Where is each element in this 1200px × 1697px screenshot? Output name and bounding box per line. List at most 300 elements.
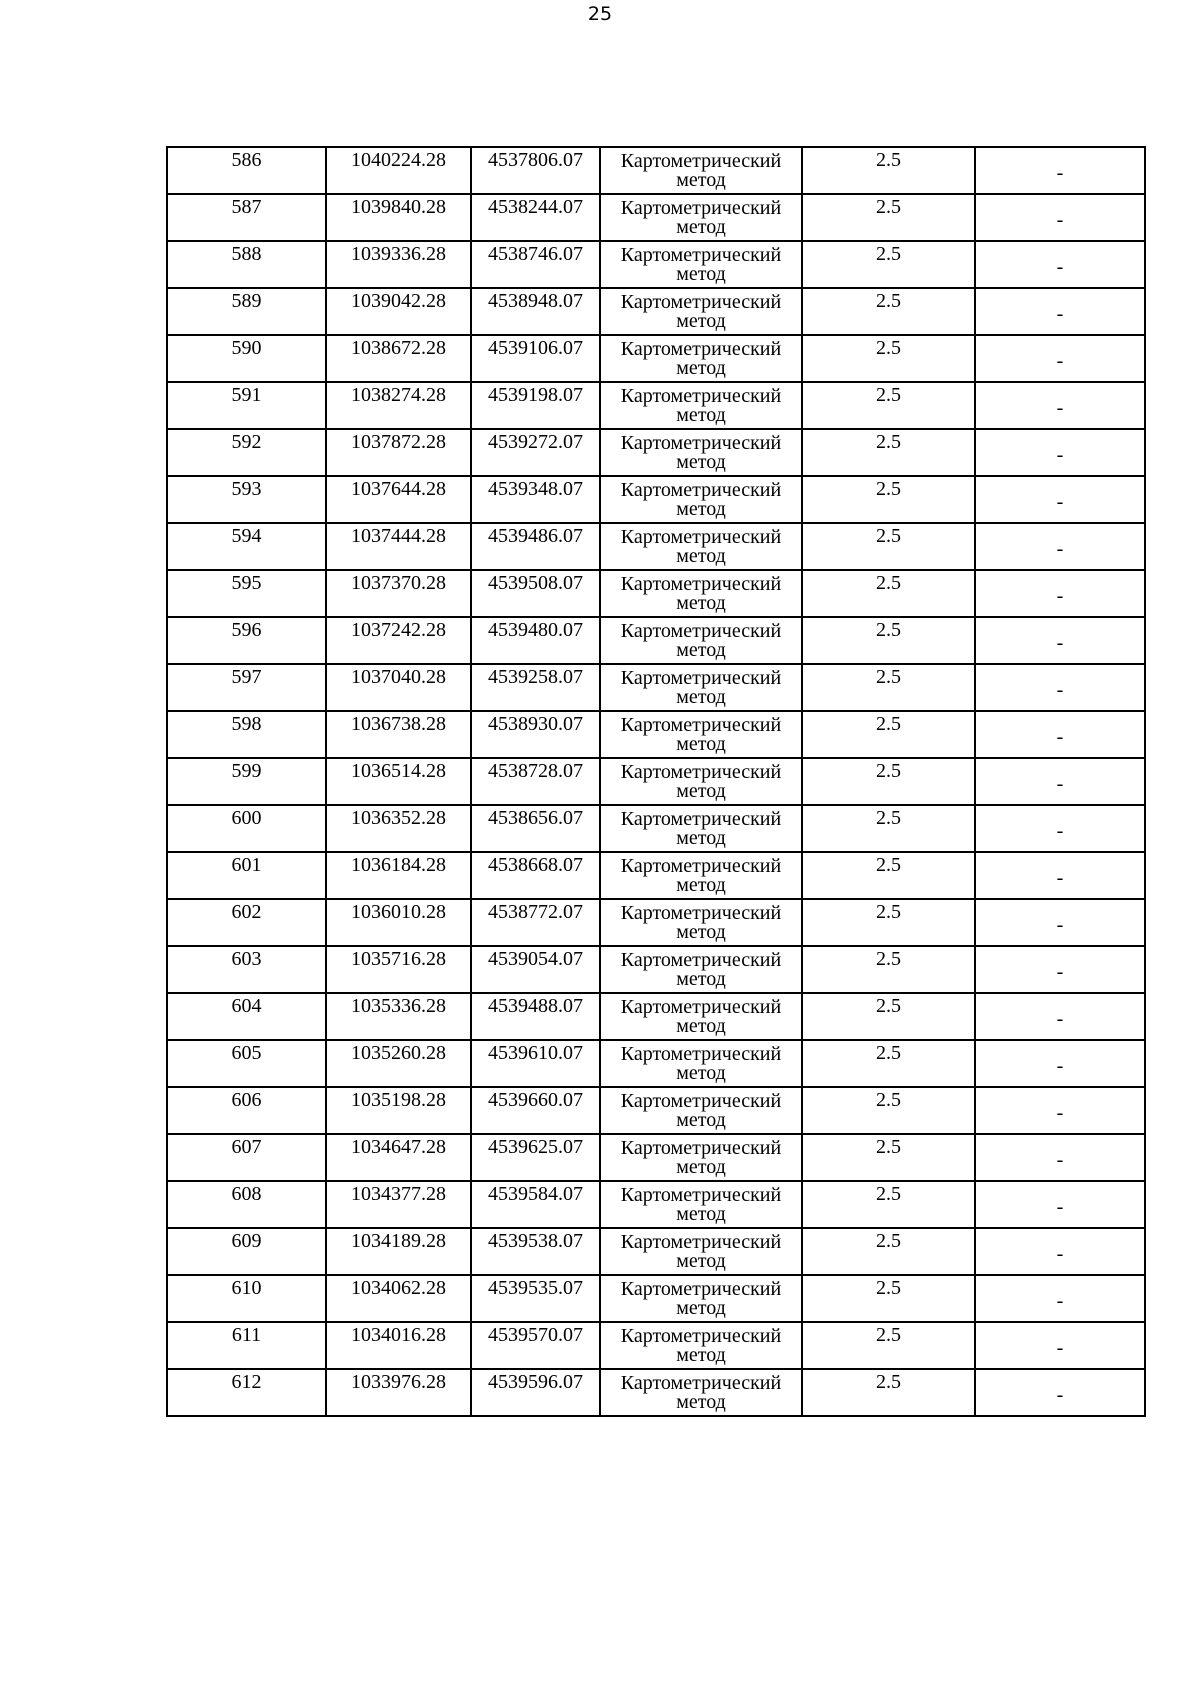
note-value: - (1056, 1242, 1064, 1265)
note-cell (975, 758, 1145, 805)
method-cell (600, 946, 802, 993)
point-number: 600 (231, 807, 262, 829)
point-number-cell (167, 1322, 326, 1369)
method-cell (600, 1275, 802, 1322)
y-coordinate: 4538656.07 (488, 807, 583, 829)
y-coordinate-cell (471, 1322, 600, 1369)
method-label-continued: метод (676, 968, 726, 990)
note-cell (975, 664, 1145, 711)
y-coordinate-cell (471, 899, 600, 946)
note-cell (975, 476, 1145, 523)
note-cell (975, 241, 1145, 288)
y-coordinate: 4539570.07 (488, 1324, 583, 1346)
point-number: 605 (231, 1042, 262, 1064)
y-coordinate: 4539538.07 (488, 1230, 583, 1252)
x-coordinate-cell (326, 382, 471, 429)
method-cell (600, 1134, 802, 1181)
accuracy-value-cell (802, 429, 975, 476)
note-value: - (1056, 302, 1064, 325)
method-label-continued: метод (676, 498, 726, 520)
accuracy-value: 2.5 (876, 1277, 901, 1299)
x-coordinate: 1037444.28 (351, 525, 446, 547)
y-coordinate: 4539508.07 (488, 572, 583, 594)
x-coordinate-cell (326, 1134, 471, 1181)
point-number: 595 (231, 572, 262, 594)
accuracy-value: 2.5 (876, 901, 901, 923)
note-cell (975, 852, 1145, 899)
note-value: - (1056, 1289, 1064, 1312)
table-row (167, 664, 1145, 711)
point-number-cell (167, 194, 326, 241)
x-coordinate-cell (326, 147, 471, 194)
accuracy-value-cell (802, 1040, 975, 1087)
accuracy-value-cell (802, 570, 975, 617)
table-row (167, 1228, 1145, 1275)
accuracy-value-cell (802, 805, 975, 852)
method-label-continued: метод (676, 357, 726, 379)
table-row (167, 1134, 1145, 1181)
table-row (167, 335, 1145, 382)
y-coordinate: 4539488.07 (488, 995, 583, 1017)
accuracy-value-cell (802, 194, 975, 241)
y-coordinate-cell (471, 1228, 600, 1275)
note-cell (975, 1181, 1145, 1228)
point-number-cell (167, 993, 326, 1040)
accuracy-value-cell (802, 241, 975, 288)
method-label-continued: метод (676, 404, 726, 426)
method-cell (600, 993, 802, 1040)
note-value: - (1056, 1195, 1064, 1218)
table-row (167, 194, 1145, 241)
note-cell (975, 570, 1145, 617)
x-coordinate: 1037242.28 (351, 619, 446, 641)
y-coordinate: 4538728.07 (488, 760, 583, 782)
y-coordinate: 4539258.07 (488, 666, 583, 688)
point-number-cell (167, 241, 326, 288)
method-label-continued: метод (676, 780, 726, 802)
method-label: Картометрический (620, 1278, 782, 1300)
accuracy-value: 2.5 (876, 290, 901, 312)
point-number-cell (167, 617, 326, 664)
method-cell (600, 570, 802, 617)
method-label-continued: метод (676, 921, 726, 943)
y-coordinate: 4539625.07 (488, 1136, 583, 1158)
x-coordinate: 1035716.28 (351, 948, 446, 970)
point-number: 602 (231, 901, 262, 923)
note-value: - (1056, 396, 1064, 419)
method-cell (600, 711, 802, 758)
table-row (167, 946, 1145, 993)
table-row (167, 429, 1145, 476)
method-label: Картометрический (620, 197, 782, 219)
method-cell (600, 476, 802, 523)
method-label: Картометрический (620, 667, 782, 689)
method-label: Картометрический (620, 1137, 782, 1159)
method-label: Картометрический (620, 996, 782, 1018)
method-cell (600, 805, 802, 852)
point-number-cell (167, 476, 326, 523)
method-label-continued: метод (676, 451, 726, 473)
method-label: Картометрический (620, 761, 782, 783)
accuracy-value: 2.5 (876, 666, 901, 688)
x-coordinate-cell (326, 194, 471, 241)
y-coordinate-cell (471, 993, 600, 1040)
method-label: Картометрический (620, 291, 782, 313)
point-number: 589 (231, 290, 262, 312)
y-coordinate-cell (471, 147, 600, 194)
x-coordinate: 1034377.28 (351, 1183, 446, 1205)
method-label-continued: метод (676, 263, 726, 285)
note-value: - (1056, 678, 1064, 701)
point-number: 586 (231, 149, 262, 171)
accuracy-value-cell (802, 1228, 975, 1275)
note-value: - (1056, 349, 1064, 372)
y-coordinate-cell (471, 1369, 600, 1416)
method-cell (600, 147, 802, 194)
point-number: 608 (231, 1183, 262, 1205)
method-label-continued: метод (676, 1391, 726, 1413)
accuracy-value: 2.5 (876, 760, 901, 782)
y-coordinate-cell (471, 758, 600, 805)
table-row (167, 805, 1145, 852)
note-value: - (1056, 631, 1064, 654)
accuracy-value-cell (802, 523, 975, 570)
table-row (167, 476, 1145, 523)
method-label: Картометрический (620, 949, 782, 971)
accuracy-value: 2.5 (876, 1371, 901, 1393)
coordinates-table-body (167, 147, 1145, 1416)
table-row (167, 617, 1145, 664)
point-number: 603 (231, 948, 262, 970)
method-label-continued: метод (676, 1156, 726, 1178)
accuracy-value-cell (802, 852, 975, 899)
note-value: - (1056, 1007, 1064, 1030)
accuracy-value-cell (802, 758, 975, 805)
x-coordinate: 1039840.28 (351, 196, 446, 218)
x-coordinate: 1039042.28 (351, 290, 446, 312)
point-number-cell (167, 1369, 326, 1416)
note-value: - (1056, 960, 1064, 983)
method-label: Картометрический (620, 902, 782, 924)
method-label-continued: метод (676, 216, 726, 238)
note-value: - (1056, 913, 1064, 936)
x-coordinate: 1037872.28 (351, 431, 446, 453)
method-label-continued: метод (676, 827, 726, 849)
note-value: - (1056, 161, 1064, 184)
table-row (167, 1275, 1145, 1322)
method-label-continued: метод (676, 545, 726, 567)
method-cell (600, 429, 802, 476)
accuracy-value: 2.5 (876, 1230, 901, 1252)
accuracy-value: 2.5 (876, 854, 901, 876)
accuracy-value-cell (802, 335, 975, 382)
method-label: Картометрический (620, 573, 782, 595)
x-coordinate-cell (326, 1087, 471, 1134)
accuracy-value: 2.5 (876, 1136, 901, 1158)
method-cell (600, 758, 802, 805)
x-coordinate: 1036352.28 (351, 807, 446, 829)
point-number: 611 (231, 1324, 262, 1346)
note-cell (975, 523, 1145, 570)
point-number: 609 (231, 1230, 262, 1252)
x-coordinate-cell (326, 1275, 471, 1322)
method-cell (600, 1181, 802, 1228)
x-coordinate: 1038274.28 (351, 384, 446, 406)
accuracy-value-cell (802, 1275, 975, 1322)
x-coordinate-cell (326, 993, 471, 1040)
accuracy-value-cell (802, 1322, 975, 1369)
note-value: - (1056, 1148, 1064, 1171)
accuracy-value: 2.5 (876, 995, 901, 1017)
y-coordinate-cell (471, 1275, 600, 1322)
y-coordinate-cell (471, 570, 600, 617)
method-label: Картометрический (620, 338, 782, 360)
note-value: - (1056, 819, 1064, 842)
method-cell (600, 664, 802, 711)
point-number: 612 (231, 1371, 262, 1393)
x-coordinate: 1038672.28 (351, 337, 446, 359)
method-label: Картометрический (620, 620, 782, 642)
x-coordinate: 1039336.28 (351, 243, 446, 265)
note-cell (975, 1134, 1145, 1181)
x-coordinate-cell (326, 335, 471, 382)
y-coordinate: 4539486.07 (488, 525, 583, 547)
y-coordinate: 4538772.07 (488, 901, 583, 923)
note-cell (975, 617, 1145, 664)
method-label-continued: метод (676, 874, 726, 896)
accuracy-value-cell (802, 288, 975, 335)
y-coordinate-cell (471, 805, 600, 852)
x-coordinate-cell (326, 523, 471, 570)
accuracy-value: 2.5 (876, 196, 901, 218)
note-cell (975, 194, 1145, 241)
x-coordinate-cell (326, 852, 471, 899)
method-cell (600, 523, 802, 570)
point-number-cell (167, 1275, 326, 1322)
point-number-cell (167, 523, 326, 570)
y-coordinate-cell (471, 664, 600, 711)
method-cell (600, 335, 802, 382)
y-coordinate-cell (471, 1134, 600, 1181)
table-row (167, 1369, 1145, 1416)
table-row (167, 523, 1145, 570)
x-coordinate-cell (326, 805, 471, 852)
x-coordinate: 1037040.28 (351, 666, 446, 688)
point-number: 587 (231, 196, 262, 218)
accuracy-value-cell (802, 147, 975, 194)
point-number-cell (167, 664, 326, 711)
method-label-continued: метод (676, 686, 726, 708)
coordinates-table (166, 146, 1146, 1417)
method-cell (600, 899, 802, 946)
method-cell (600, 1040, 802, 1087)
y-coordinate: 4539348.07 (488, 478, 583, 500)
y-coordinate: 4539596.07 (488, 1371, 583, 1393)
point-number: 599 (231, 760, 262, 782)
point-number: 588 (231, 243, 262, 265)
method-cell (600, 1322, 802, 1369)
accuracy-value-cell (802, 711, 975, 758)
note-value: - (1056, 1336, 1064, 1359)
x-coordinate-cell (326, 946, 471, 993)
y-coordinate: 4538668.07 (488, 854, 583, 876)
accuracy-value: 2.5 (876, 431, 901, 453)
note-cell (975, 711, 1145, 758)
method-label: Картометрический (620, 432, 782, 454)
accuracy-value-cell (802, 1087, 975, 1134)
x-coordinate-cell (326, 241, 471, 288)
note-cell (975, 429, 1145, 476)
point-number-cell (167, 570, 326, 617)
point-number-cell (167, 1040, 326, 1087)
point-number-cell (167, 335, 326, 382)
y-coordinate-cell (471, 288, 600, 335)
method-cell (600, 288, 802, 335)
note-cell (975, 993, 1145, 1040)
method-label: Картометрический (620, 1231, 782, 1253)
note-value: - (1056, 866, 1064, 889)
note-cell (975, 335, 1145, 382)
method-label-continued: метод (676, 1109, 726, 1131)
accuracy-value-cell (802, 899, 975, 946)
table-row (167, 241, 1145, 288)
method-cell (600, 194, 802, 241)
method-cell (600, 241, 802, 288)
accuracy-value: 2.5 (876, 1042, 901, 1064)
x-coordinate: 1035336.28 (351, 995, 446, 1017)
x-coordinate: 1037644.28 (351, 478, 446, 500)
point-number: 610 (231, 1277, 262, 1299)
page-number: 25 (587, 3, 613, 25)
x-coordinate: 1036738.28 (351, 713, 446, 735)
accuracy-value-cell (802, 1181, 975, 1228)
point-number: 596 (231, 619, 262, 641)
method-label-continued: метод (676, 310, 726, 332)
note-cell (975, 1228, 1145, 1275)
x-coordinate-cell (326, 664, 471, 711)
method-label-continued: метод (676, 592, 726, 614)
note-cell (975, 1369, 1145, 1416)
x-coordinate-cell (326, 1040, 471, 1087)
method-label-continued: метод (676, 639, 726, 661)
x-coordinate: 1040224.28 (351, 149, 446, 171)
accuracy-value-cell (802, 664, 975, 711)
accuracy-value-cell (802, 382, 975, 429)
y-coordinate-cell (471, 476, 600, 523)
y-coordinate-cell (471, 1087, 600, 1134)
method-cell (600, 1369, 802, 1416)
y-coordinate: 4539198.07 (488, 384, 583, 406)
method-cell (600, 1087, 802, 1134)
note-value: - (1056, 208, 1064, 231)
y-coordinate-cell (471, 1181, 600, 1228)
y-coordinate-cell (471, 429, 600, 476)
y-coordinate-cell (471, 523, 600, 570)
y-coordinate-cell (471, 335, 600, 382)
point-number-cell (167, 429, 326, 476)
point-number: 594 (231, 525, 262, 547)
point-number: 606 (231, 1089, 262, 1111)
accuracy-value-cell (802, 993, 975, 1040)
method-label-continued: метод (676, 1203, 726, 1225)
accuracy-value: 2.5 (876, 337, 901, 359)
note-cell (975, 382, 1145, 429)
method-label: Картометрический (620, 1372, 782, 1394)
y-coordinate-cell (471, 1040, 600, 1087)
x-coordinate-cell (326, 1369, 471, 1416)
accuracy-value: 2.5 (876, 572, 901, 594)
method-cell (600, 1228, 802, 1275)
point-number-cell (167, 382, 326, 429)
y-coordinate: 4539584.07 (488, 1183, 583, 1205)
x-coordinate: 1036184.28 (351, 854, 446, 876)
note-value: - (1056, 1054, 1064, 1077)
note-cell (975, 899, 1145, 946)
x-coordinate-cell (326, 476, 471, 523)
method-cell (600, 617, 802, 664)
table-row (167, 1087, 1145, 1134)
accuracy-value: 2.5 (876, 619, 901, 641)
table-row (167, 711, 1145, 758)
method-label: Картометрический (620, 855, 782, 877)
y-coordinate: 4539660.07 (488, 1089, 583, 1111)
point-number: 604 (231, 995, 262, 1017)
accuracy-value-cell (802, 476, 975, 523)
table-row (167, 1181, 1145, 1228)
y-coordinate: 4539480.07 (488, 619, 583, 641)
x-coordinate: 1034647.28 (351, 1136, 446, 1158)
point-number-cell (167, 147, 326, 194)
x-coordinate-cell (326, 899, 471, 946)
method-cell (600, 852, 802, 899)
x-coordinate: 1035198.28 (351, 1089, 446, 1111)
y-coordinate-cell (471, 241, 600, 288)
accuracy-value-cell (802, 617, 975, 664)
accuracy-value: 2.5 (876, 478, 901, 500)
y-coordinate-cell (471, 194, 600, 241)
method-label: Картометрический (620, 479, 782, 501)
y-coordinate: 4537806.07 (488, 149, 583, 171)
method-label: Картометрический (620, 1043, 782, 1065)
accuracy-value-cell (802, 946, 975, 993)
point-number: 598 (231, 713, 262, 735)
note-cell (975, 288, 1145, 335)
y-coordinate-cell (471, 711, 600, 758)
method-label-continued: метод (676, 1297, 726, 1319)
y-coordinate: 4539610.07 (488, 1042, 583, 1064)
x-coordinate: 1035260.28 (351, 1042, 446, 1064)
point-number: 592 (231, 431, 262, 453)
point-number-cell (167, 805, 326, 852)
point-number-cell (167, 899, 326, 946)
note-value: - (1056, 772, 1064, 795)
point-number-cell (167, 946, 326, 993)
method-label: Картометрический (620, 385, 782, 407)
method-label: Картометрический (620, 1325, 782, 1347)
method-label: Картометрический (620, 714, 782, 736)
note-cell (975, 1322, 1145, 1369)
note-cell (975, 1040, 1145, 1087)
table-row (167, 147, 1145, 194)
accuracy-value: 2.5 (876, 713, 901, 735)
method-label: Картометрический (620, 1184, 782, 1206)
table-row (167, 1322, 1145, 1369)
accuracy-value: 2.5 (876, 149, 901, 171)
y-coordinate: 4538746.07 (488, 243, 583, 265)
method-label-continued: метод (676, 1015, 726, 1037)
point-number-cell (167, 1087, 326, 1134)
accuracy-value: 2.5 (876, 243, 901, 265)
